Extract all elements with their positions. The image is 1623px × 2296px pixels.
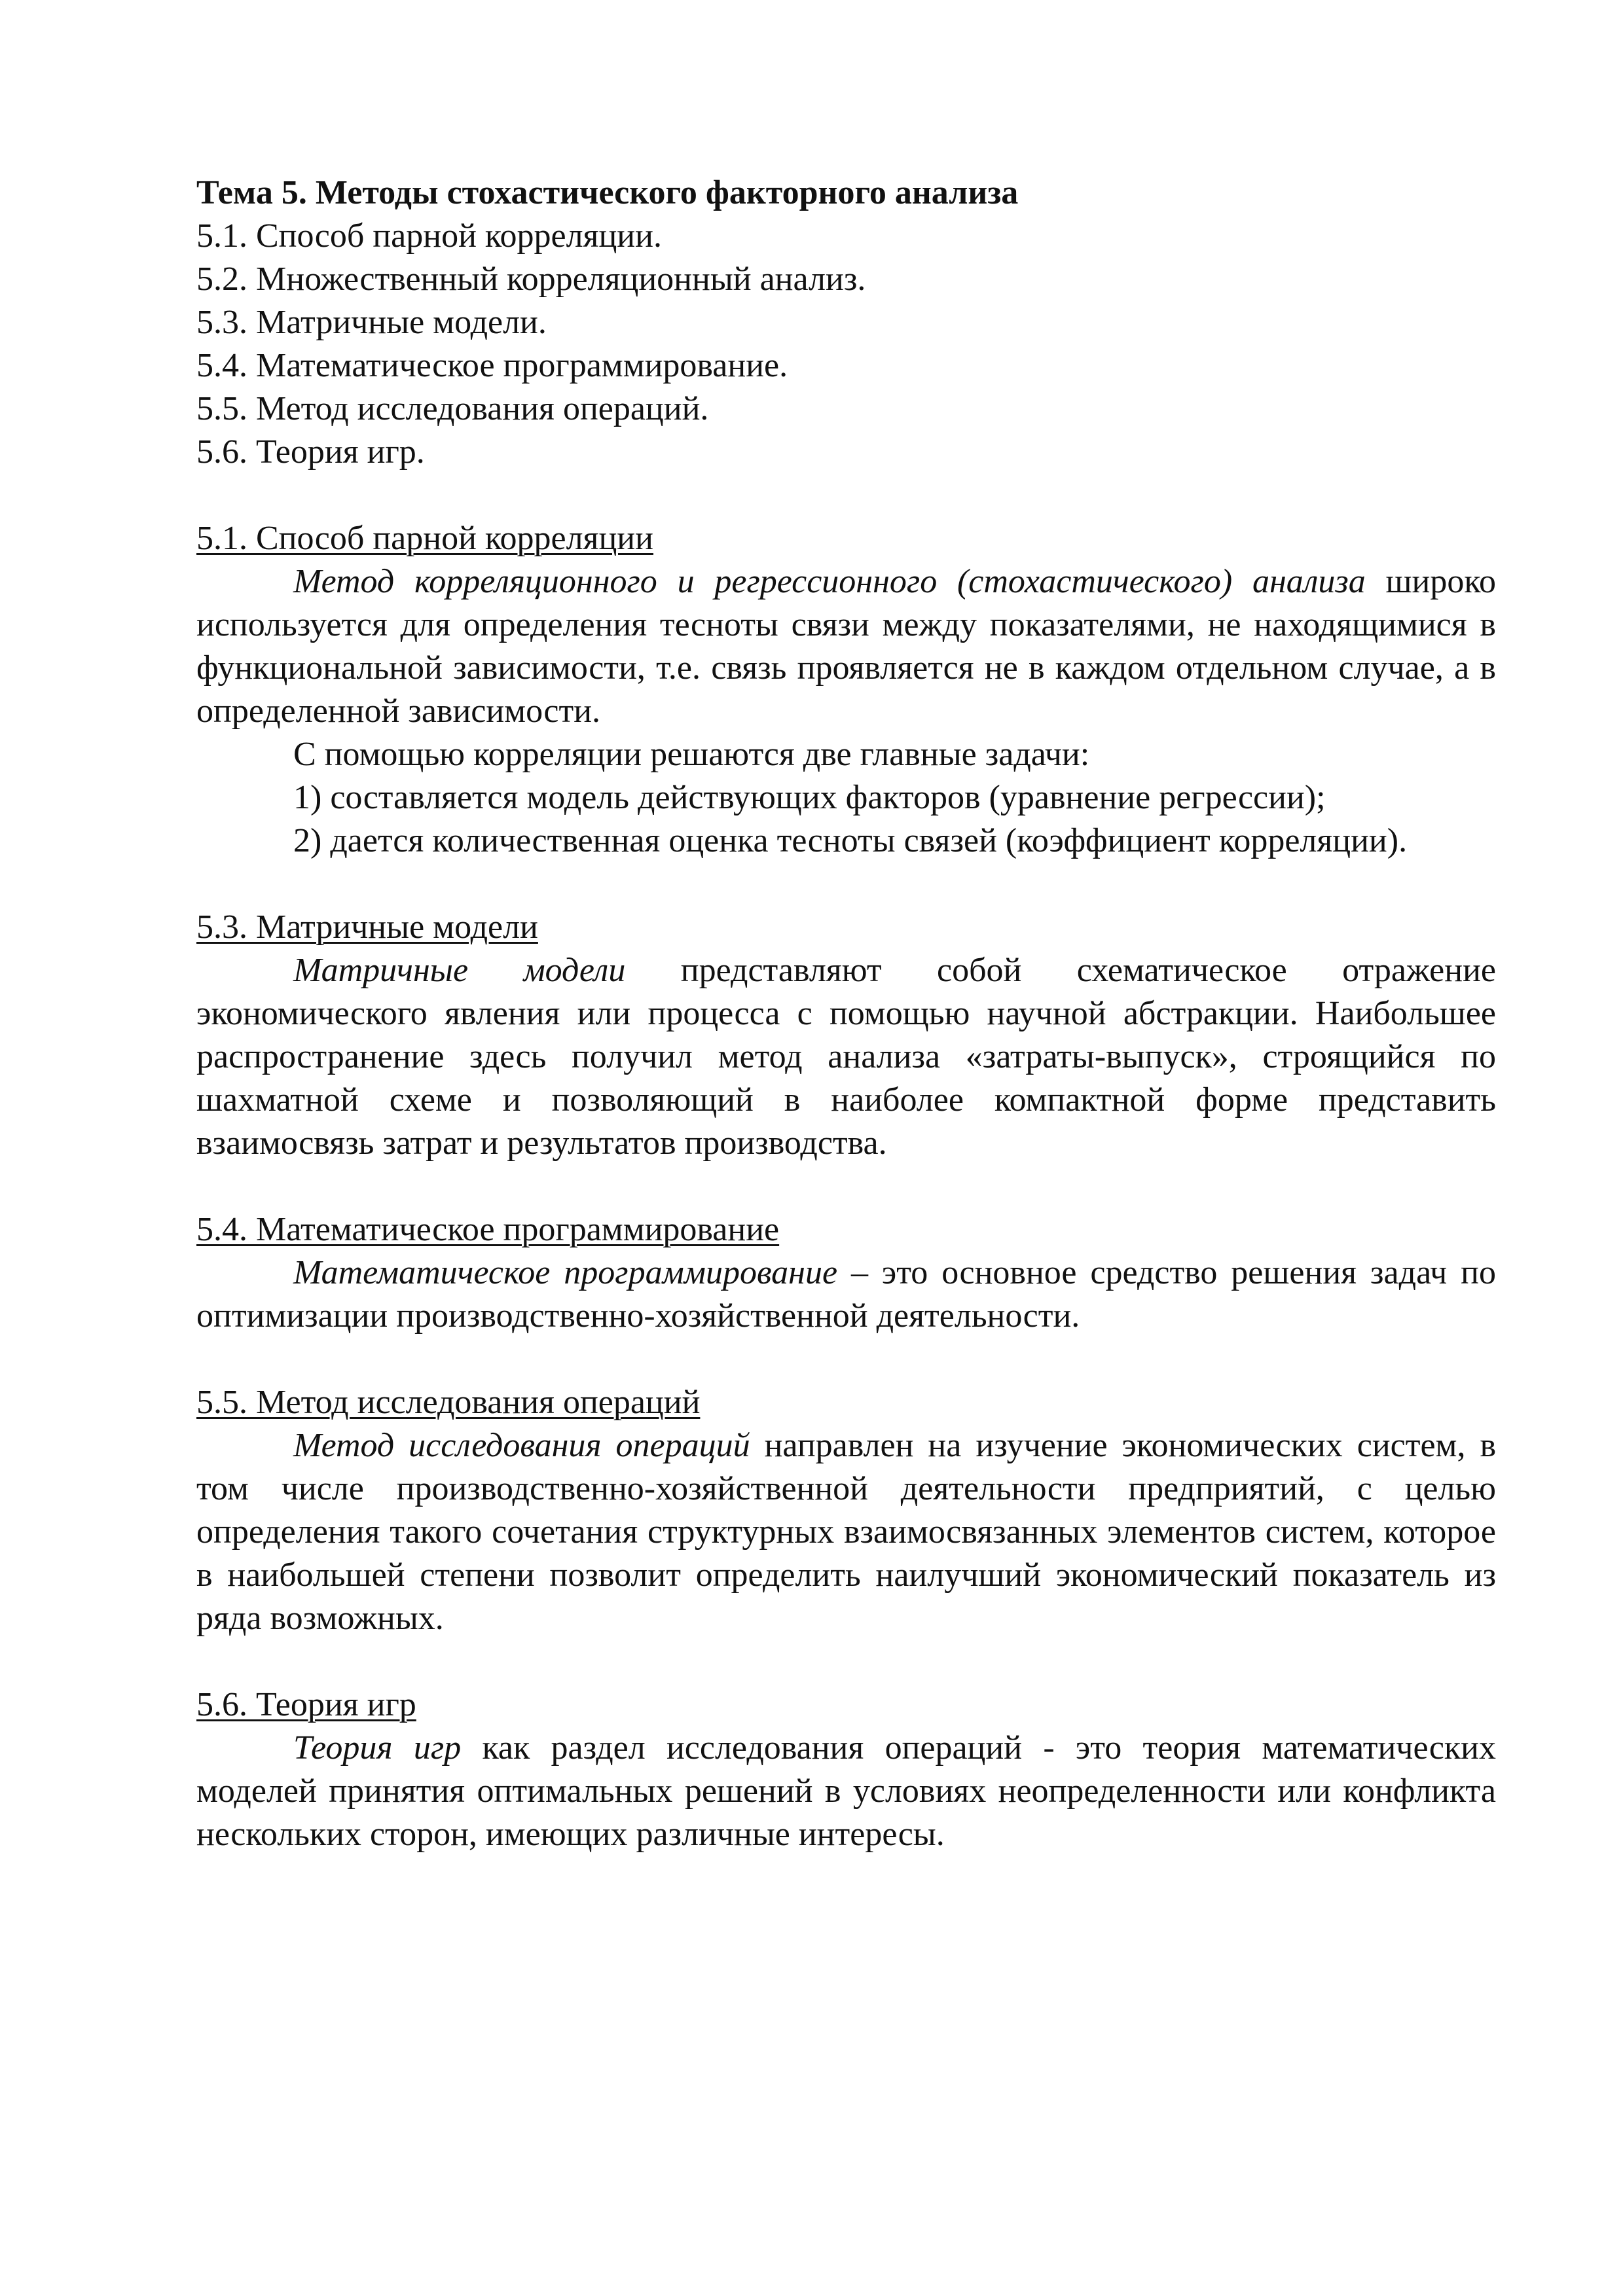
section-heading: 5.3. Матричные модели: [196, 908, 538, 946]
section-heading: 5.5. Метод исследования операций: [196, 1384, 701, 1421]
term: Теория игр: [293, 1729, 462, 1767]
section-heading: 5.1. Способ парной корреляции: [196, 520, 653, 557]
paragraph: [196, 560, 1496, 733]
section-5-5: [196, 1381, 1496, 1640]
paragraph: [196, 1727, 1496, 1856]
paragraph: [196, 1424, 1496, 1640]
paragraph: 1) составляется модель действующих факторов (уравнение регрессии);: [293, 779, 1326, 816]
section-5-6: [196, 1683, 1496, 1856]
section-heading: 5.4. Математическое программирование: [196, 1211, 780, 1248]
paragraph: С помощью корреляции решаются две главные задачи:: [293, 736, 1090, 773]
toc-item: 5.1. Способ парной корреляции.: [196, 217, 662, 255]
toc-item: 5.2. Множественный корреляционный анализ.: [196, 260, 866, 298]
toc-item: 5.5. Метод исследования операций.: [196, 390, 709, 427]
paragraph: [196, 949, 1496, 1165]
paragraph-text: как раздел исследования операций - это теория математических моделей принятия оптимальных решений в условиях неопределенности или конфликта нескольких сторон, имеющих различные интересы.: [196, 1729, 1496, 1853]
table-of-contents: [196, 215, 1496, 474]
term: Метод корреляционного и регрессионного (стохастического) анализа: [293, 563, 1366, 600]
section-5-3: [196, 906, 1496, 1165]
paragraph: [196, 1251, 1496, 1338]
topic-title: Тема 5. Методы стохастического факторного анализа: [196, 174, 1019, 211]
toc-item: 5.3. Матричные модели.: [196, 304, 547, 341]
section-5-1: [196, 517, 1496, 863]
paragraph-text: – это основное средство решения задач по оптимизации производственно-хозяйственной деятельности.: [196, 1254, 1496, 1335]
document-page: [196, 171, 1496, 1856]
paragraph-text: представляют собой схематическое отражение экономического явления или процесса с помощью научной абстракции. Наибольшее распространение здесь получил метод анализа «затраты-выпуск», строящийся по шахматной схеме и позволяющий в наиболее компактной форме представить взаимосвязь затрат и результатов производства.: [196, 952, 1496, 1162]
toc-item: 5.4. Математическое программирование.: [196, 347, 788, 384]
paragraph: 2) дается количественная оценка тесноты связей (коэффициент корреляции).: [293, 822, 1408, 859]
term: Математическое программирование: [293, 1254, 838, 1291]
paragraph-text: широко используется для определения тесноты связи между показателями, не находящимися в функциональной зависимости, т.е. связь проявляется не в каждом отдельном случае, а в определенной зависимости.: [196, 563, 1496, 730]
term: Метод исследования операций: [293, 1427, 750, 1464]
paragraph-text: направлен на изучение экономических систем, в том числе производственно-хозяйственной деятельности предприятий, с целью определения такого сочетания структурных взаимосвязанных элементов систем, которое в наибольшей степени позволит определить наилучший экономический показатель из ряда возможных.: [196, 1427, 1496, 1637]
term: Матричные модели: [293, 952, 626, 989]
section-heading: 5.6. Теория игр: [196, 1686, 416, 1723]
toc-item: 5.6. Теория игр.: [196, 433, 425, 471]
section-5-4: [196, 1208, 1496, 1338]
